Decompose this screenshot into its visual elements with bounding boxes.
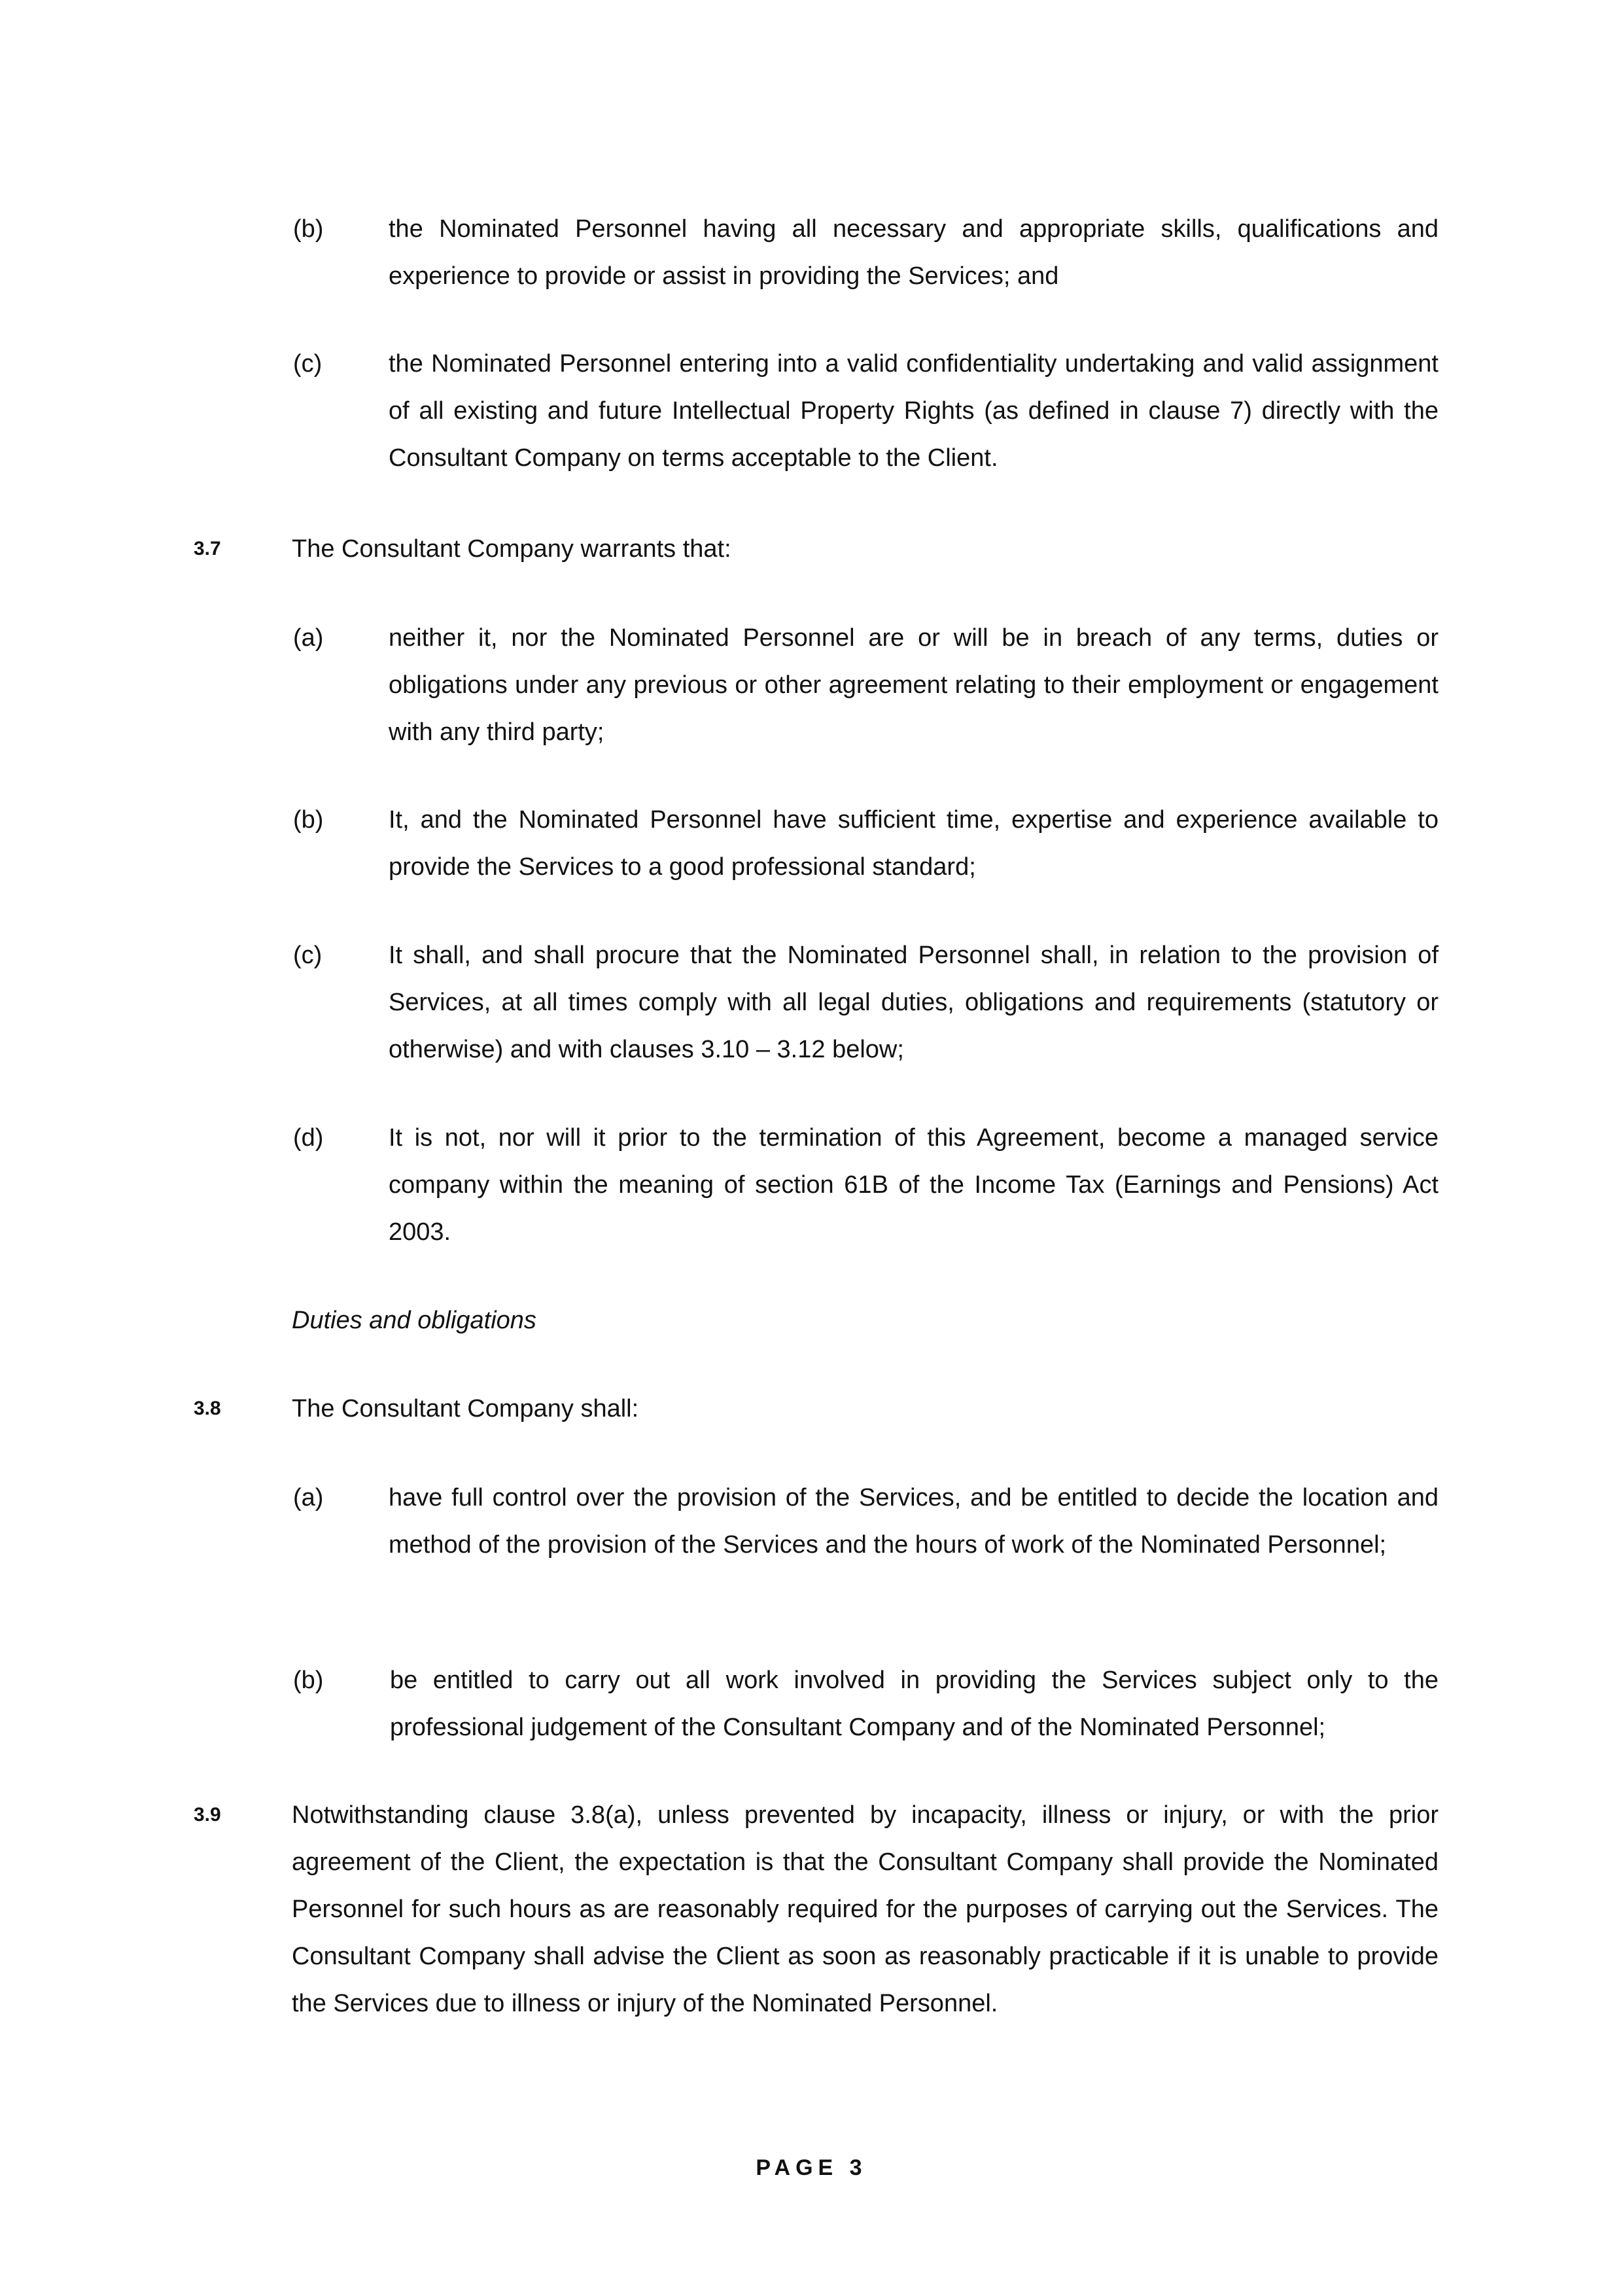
- item-text: It, and the Nominated Personnel have sufficient time, expertise and experience available to provide the Services to a good professional standard;: [389, 806, 1439, 881]
- clause-number: 3.7: [194, 538, 221, 559]
- item-text: be entitled to carry out all work involved in providing the Services subject only to the professional judgement of the Consultant Company and of the Nominated Personnel;: [390, 1667, 1439, 1741]
- item-label: (c): [293, 350, 323, 378]
- clause-text: The Consultant Company shall:: [292, 1395, 639, 1422]
- item-label: (a): [293, 1484, 324, 1511]
- item-label: (d): [293, 1124, 324, 1152]
- clause-text: The Consultant Company warrants that:: [292, 535, 731, 563]
- item-label: (b): [293, 215, 324, 243]
- page-number: PAGE 3: [756, 2155, 867, 2180]
- item-text: It is not, nor will it prior to the termination of this Agreement, become a managed service company within the meaning of section 61B of the Income Tax (Earnings and Pensions) Act 2003.: [389, 1124, 1439, 1246]
- item-label: (b): [293, 806, 324, 834]
- clause-number: 3.8: [194, 1398, 221, 1419]
- item-text: the Nominated Personnel entering into a valid confidentiality undertaking and valid assignment of all existing and future Intellectual Property Rights (as defined in clause 7) directly with the Consultant Company on terms acceptable to the Client.: [389, 350, 1439, 472]
- section-heading: Duties and obligations: [292, 1307, 536, 1334]
- item-label: (a): [293, 624, 324, 652]
- item-label: (b): [293, 1667, 324, 1694]
- item-text: the Nominated Personnel having all necessary and appropriate skills, qualifications and experience to provide or assist in providing the Services; and: [389, 215, 1439, 290]
- clause-number: 3.9: [194, 1804, 221, 1826]
- item-label: (c): [293, 942, 323, 969]
- item-text: have full control over the provision of the Services, and be entitled to decide the location and method of the provision of the Services and the hours of work of the Nominated Personnel;: [389, 1484, 1439, 1559]
- clause-text: Notwithstanding clause 3.8(a), unless prevented by incapacity, illness or injury, or with the prior agreement of the Client, the expectation is that the Consultant Company shall provide the Nominated Personnel for such hours as are reasonably required for the purposes of carrying out the Services. The Consultant Company shall advise the Client as soon as reasonably practicable if it is unable to provide the Services due to illness or injury of the Nominated Personnel.: [292, 1801, 1439, 2017]
- item-text: It shall, and shall procure that the Nominated Personnel shall, in relation to the provision of Services, at all times comply with all legal duties, obligations and requirements (statutory or otherwise) and with clauses 3.10 – 3.12 below;: [389, 942, 1439, 1063]
- item-text: neither it, nor the Nominated Personnel are or will be in breach of any terms, duties or obligations under any previous or other agreement relating to their employment or engagement with any third party;: [389, 624, 1439, 746]
